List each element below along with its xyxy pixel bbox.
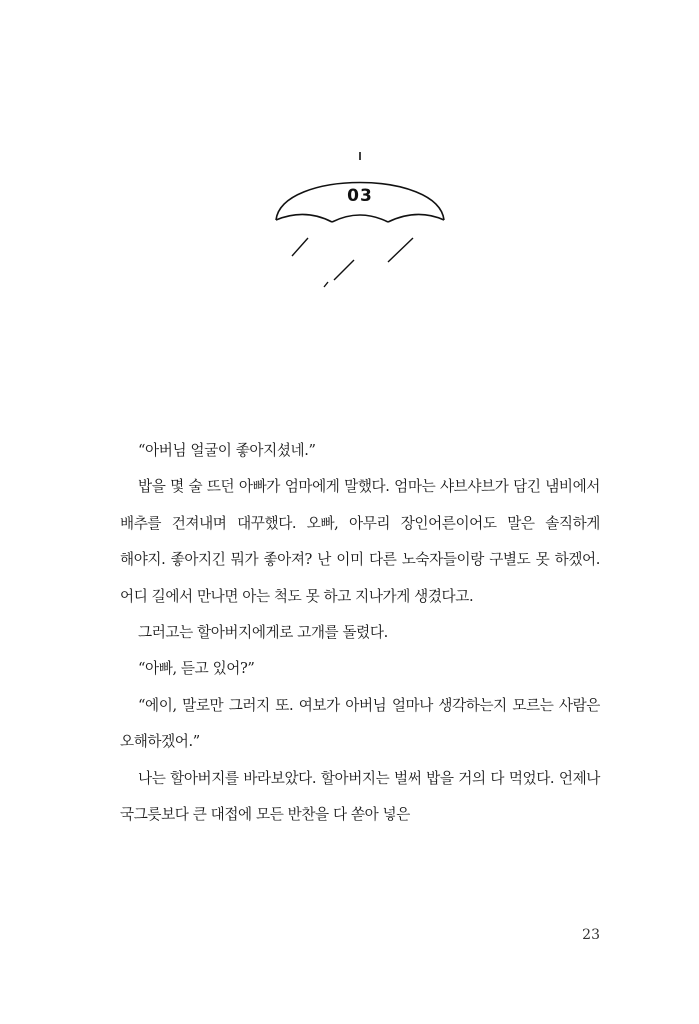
paragraph: 밥을 몇 술 뜨던 아빠가 엄마에게 말했다. 엄마는 샤브샤브가 담긴 냄비에서 배추를 건져내며 대꾸했다. 오빠, 아무리 장인어른이어도 말은 솔직하게 해야지. 좋아지긴 뭐가 좋아져? 난 이미 다른 노숙자들이랑 구별도 못 하겠어. 어디 길에서 만나면 아는 척도 못 하고 지나가게 생겼다고.: [120, 478, 600, 605]
paragraph: “에이, 말로만 그러지 또. 여보가 아버님 얼마나 생각하는지 모르는 사람은 오해하겠어.”: [120, 696, 600, 751]
paragraph: “아빠, 듣고 있어?”: [138, 660, 255, 678]
paragraph: “아버님 얼굴이 좋아지셨네.”: [138, 442, 316, 459]
chapter-heading: [272, 150, 448, 296]
chapter-number: 03: [347, 186, 373, 206]
paragraph: 나는 할아버지를 바라보았다. 할아버지는 벌써 밥을 거의 다 먹었다. 언제나 국그릇보다 큰 대접에 모든 반찬을 다 쏟아 넣은: [120, 769, 600, 824]
umbrella-rain-icon: [272, 150, 448, 296]
paragraph: 그러고는 할아버지에게로 고개를 돌렸다.: [138, 624, 388, 642]
body-text: [120, 433, 600, 833]
page-number: 23: [582, 927, 600, 943]
